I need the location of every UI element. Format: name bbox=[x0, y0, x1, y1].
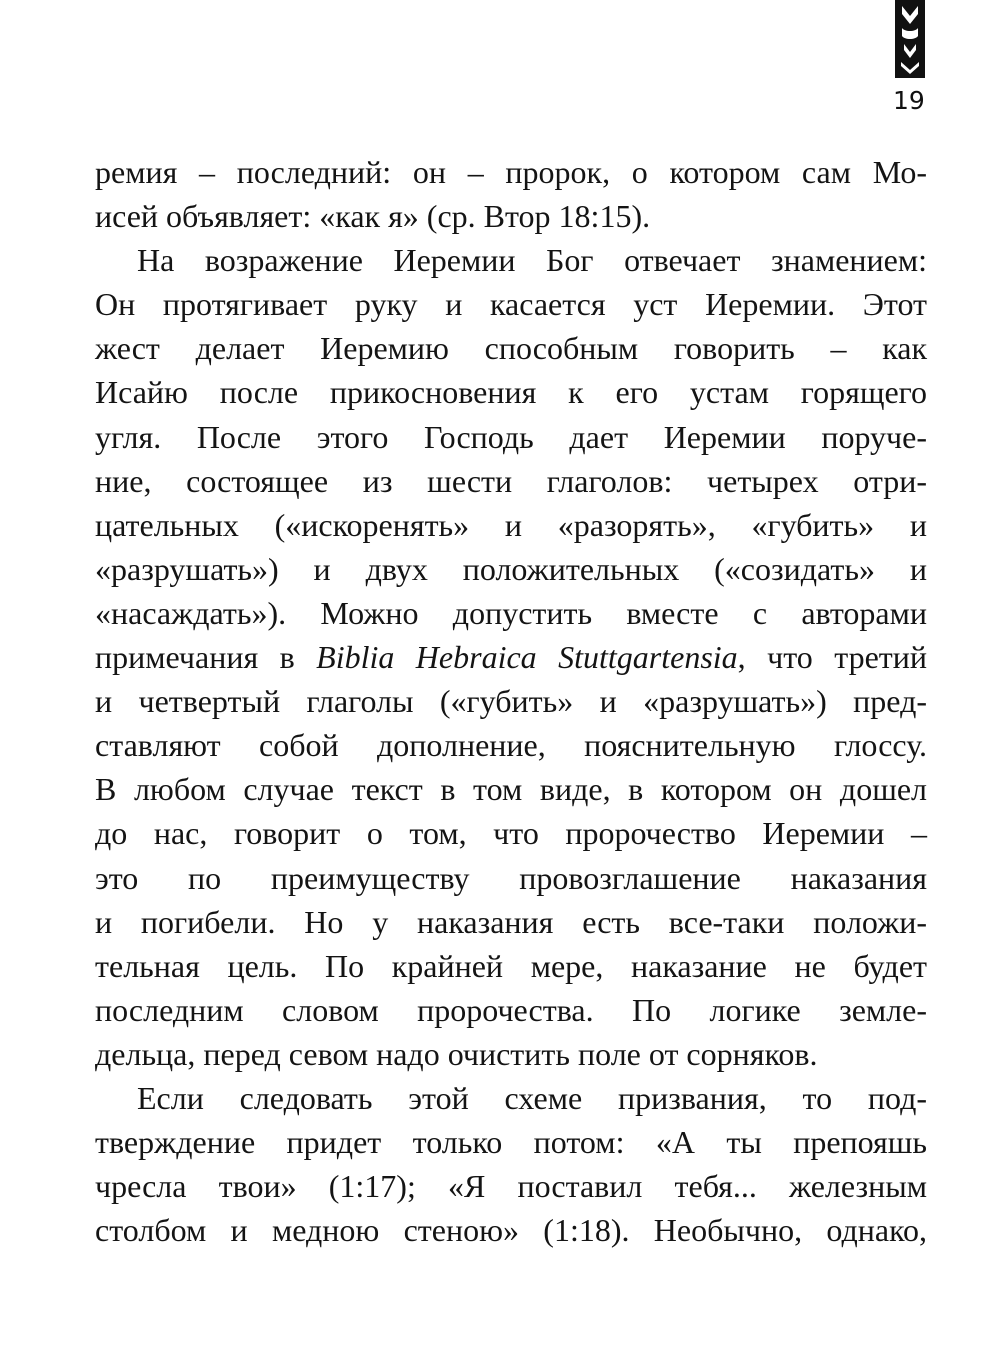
text-line-with-italic bbox=[95, 635, 927, 679]
text-line: и погибели. Но у наказания есть все-таки положи- bbox=[95, 903, 927, 940]
text-line: Он протягивает руку и касается уст Иеремии. Этот bbox=[95, 286, 927, 323]
page-number: 19 bbox=[893, 86, 925, 115]
text-line: В любом случае текст в том виде, в котором он дошел bbox=[95, 771, 927, 808]
text-line: исей объявляет: «как я» (ср. Втор 18:15). bbox=[95, 198, 651, 235]
text-line: дельца, перед севом надо очистить поле от сорняков. bbox=[95, 1035, 818, 1072]
text-fragment: , что третий bbox=[737, 639, 928, 676]
text-line: Исайю после прикосновения к его устам горящего bbox=[95, 374, 927, 411]
text-line: «насаждать»). Можно допустить вместе с авторами bbox=[95, 594, 927, 631]
text-line: чресла твои» (1:17); «Я поставил тебя... железным bbox=[95, 1168, 927, 1205]
text-fragment: примечания в bbox=[95, 639, 317, 676]
text-line: ремия – последний: он – пророк, о котором сам Мо- bbox=[95, 154, 927, 190]
text-line: ние, состоящее из шести глаголов: четырех отри- bbox=[95, 462, 927, 499]
text-line: Если следовать этой схеме призвания, то под- bbox=[137, 1079, 927, 1116]
body-text bbox=[95, 150, 927, 1252]
text-line: это по преимуществу провозглашение наказания bbox=[95, 859, 927, 896]
book-title: Biblia Hebraica Stuttgartensia bbox=[316, 639, 738, 676]
text-line: цательных («искоренять» и «разорять», «губить» и bbox=[95, 506, 927, 543]
text-line: столбом и медною стеною» (1:18). Необычно, однако, bbox=[95, 1212, 927, 1249]
text-line: ставляют собой дополнение, пояснительную глоссу. bbox=[95, 727, 927, 764]
text-line: жест делает Иеремию способным говорить – как bbox=[95, 330, 927, 367]
text-line: На возражение Иеремии Бог отвечает знамением: bbox=[137, 242, 927, 279]
text-line: угля. После этого Господь дает Иеремии поруче- bbox=[95, 418, 927, 455]
ornament-icon bbox=[893, 0, 927, 78]
paragraph bbox=[95, 194, 927, 238]
text-line: «разрушать») и двух положительных («созидать» и bbox=[95, 550, 927, 587]
text-line: тельная цель. По крайней мере, наказание не будет bbox=[95, 947, 927, 984]
text-line: до нас, говорит о том, что пророчество Иеремии – bbox=[95, 815, 927, 852]
text-line: и четвертый глаголы («губить» и «разрушать») пред- bbox=[95, 683, 927, 720]
text-line: последним словом пророчества. По логике земле- bbox=[95, 991, 927, 1028]
paragraph-first-line bbox=[95, 1076, 927, 1120]
paragraph-first-line bbox=[95, 238, 927, 282]
paragraph bbox=[95, 150, 927, 194]
text-line: тверждение придет только потом: «А ты препояшь bbox=[95, 1124, 927, 1161]
